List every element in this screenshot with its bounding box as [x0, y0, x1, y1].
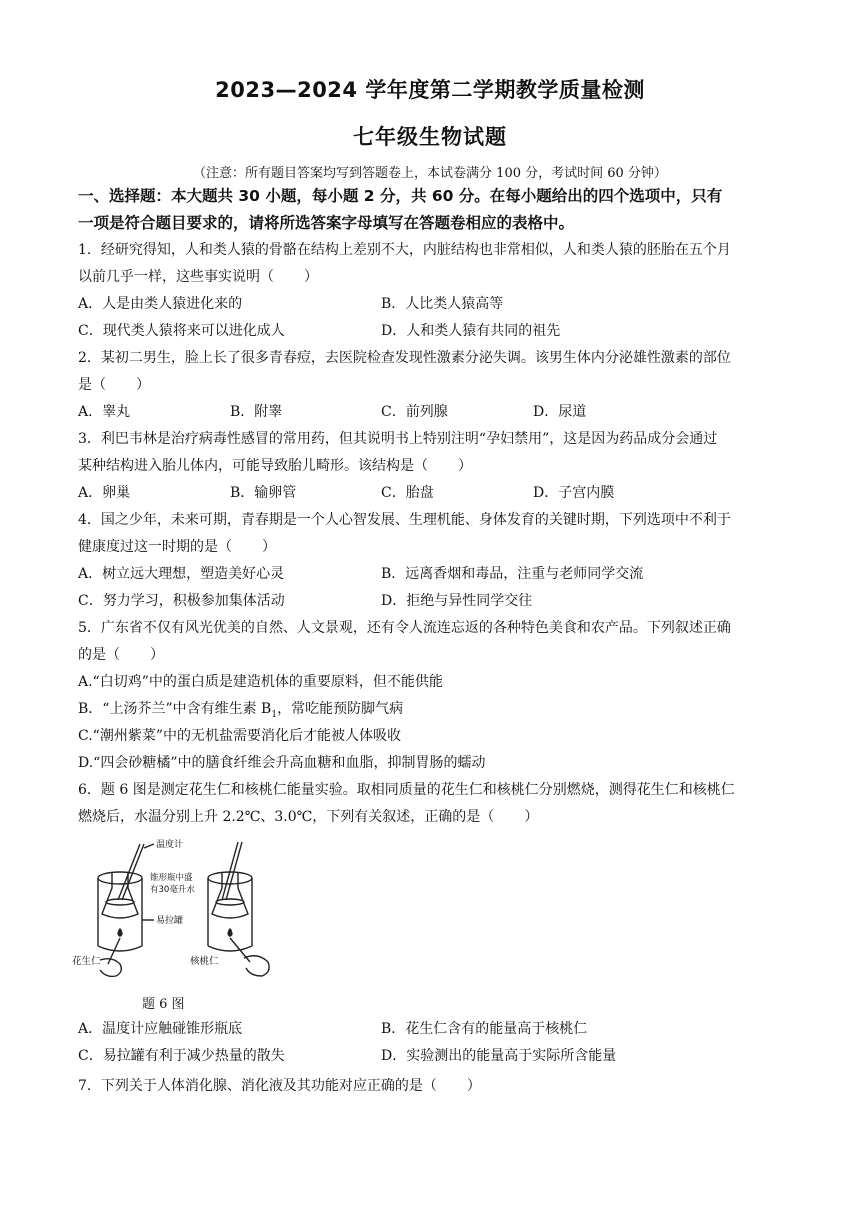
q4-stem-line1: 4．国之少年，未来可期，青春期是一个人心智发展、生理机能、身体发育的关键时期，下列选项中不利于	[78, 512, 731, 528]
label-can: 易拉罐	[156, 916, 184, 926]
q6-options-row1	[78, 1019, 588, 1039]
q2-option-a: A．睾丸	[78, 404, 131, 420]
q5-option-b: B．“上汤芥兰”中含有维生素 $B_1$，常吃能预防脚气病	[78, 701, 404, 720]
q1-option-c: C．现代类人猿将来可以进化成人	[78, 323, 285, 339]
q4-options-row2	[78, 591, 533, 611]
q5-option-c: C.“潮州紫菜”中的无机盐需要消化后才能被人体吸收	[78, 728, 401, 744]
label-water-2: 有30毫升水	[150, 885, 195, 895]
exam-subtitle: 七年级生物试题	[353, 125, 507, 149]
q3-option-a: A．卵巢	[78, 485, 131, 501]
q2-options	[78, 402, 778, 422]
q4-option-d: D．拒绝与异性同学交往	[381, 593, 533, 609]
q3-stem-line1: 3．利巴韦林是治疗病毒性感冒的常用药，但其说明书上特别注明“孕妇禁用”，这是因为药品成分会通过	[78, 431, 718, 447]
label-walnut: 核桃仁	[190, 956, 219, 967]
label-water-1: 锥形瓶中盛	[150, 873, 193, 883]
q1-options-row1	[78, 294, 504, 314]
right-flask	[212, 872, 248, 918]
q5-stem-line1: 5．广东省不仅有风光优美的自然、人文景观，还有令人流连忘返的各种特色美食和农产品。下列叙述正确	[78, 620, 731, 636]
q5-stem-line2: 的是（ ）	[78, 647, 164, 663]
q2-option-c: C．前列腺	[381, 404, 448, 420]
q6-option-b: B．花生仁含有的能量高于核桃仁	[381, 1021, 588, 1037]
q4-option-c: C．努力学习，积极参加集体活动	[78, 593, 285, 609]
q4-option-a: A．树立远大理想，塑造美好心灵	[78, 566, 285, 582]
q5-option-a: A.“白切鸡”中的蛋白质是建造机体的重要原料，但不能供能	[78, 674, 443, 690]
q3-stem-line2: 某种结构进入胎儿体内，可能导致胎儿畸形。该结构是（ ）	[78, 458, 472, 474]
q2-option-d: D．尿道	[533, 404, 587, 420]
q3-option-d: D．子宫内膜	[533, 485, 615, 501]
q2-option-b: B．附睾	[230, 404, 283, 420]
q6-stem-line1: 6．题 6 图是测定花生仁和核桃仁能量实验。取相同质量的花生仁和核桃仁分别燃烧，测得花生仁和核桃仁	[78, 782, 735, 798]
q6-figure-caption: 题 6 图	[142, 997, 185, 1012]
exam-notice: （注意：所有题目答案均写到答题卷上，本试卷满分 100 分，考试时间 60 分钟）	[193, 166, 667, 181]
q4-options-row1	[78, 564, 644, 584]
q2-stem-line2: 是（ ）	[78, 377, 150, 393]
right-flame	[228, 929, 232, 936]
left-can	[98, 872, 142, 884]
q6-option-a: A．温度计应触碰锥形瓶底	[78, 1021, 243, 1037]
q7-stem-line1: 7．下列关于人体消化腺、消化液及其功能对应正确的是（ ）	[78, 1078, 481, 1094]
q1-option-d: D．人和类人猿有共同的祖先	[381, 323, 561, 339]
q6-option-d: D．实验测出的能量高于实际所含能量	[381, 1048, 617, 1064]
q3-option-c: C．胎盘	[381, 485, 434, 501]
q6-experiment-figure	[72, 838, 290, 986]
right-can	[208, 872, 252, 884]
left-flame	[118, 929, 122, 936]
q4-stem-line2: 健康度过这一时期的是（ ）	[78, 539, 276, 555]
q2-stem-line1: 2．某初二男生，脸上长了很多青春痘，去医院检查发现性激素分泌失调。该男生体内分泌雄性激素的部位	[78, 350, 731, 366]
q1-option-b: B．人比类人猿高等	[381, 296, 504, 312]
q4-option-b: B．远离香烟和毒品，注重与老师同学交流	[381, 566, 644, 582]
q1-stem-line1: 1．经研究得知，人和类人猿的骨骼在结构上差别不大，内脏结构也非常相似，人和类人猿的胚胎在五个月	[78, 242, 731, 258]
q3-options	[78, 483, 778, 503]
left-hand	[100, 959, 121, 977]
label-thermometer: 温度计	[156, 840, 184, 850]
q6-options-row2	[78, 1046, 617, 1066]
section-instruction-line2: 一项是符合题目要求的，请将所选答案字母填写在答题卷相应的表格中。	[78, 214, 575, 232]
section-instruction-line1: 一、选择题：本大题共 30 小题，每小题 2 分，共 60 分。在每小题给出的四个选项中，只有	[78, 187, 723, 205]
label-peanut: 花生仁	[72, 956, 101, 967]
q5-option-d: D.“四会砂糖橘”中的膳食纤维会升高血糖和血脂，抑制胃肠的蠕动	[78, 755, 486, 771]
q6-stem-line2: 燃烧后，水温分别上升 2.2℃、3.0℃，下列有关叙述，正确的是（ ）	[78, 809, 539, 825]
exam-title: 2023—2024 学年度第二学期教学质量检测	[215, 78, 645, 102]
q1-option-a: A．人是由类人猿进化来的	[78, 296, 243, 312]
q3-option-b: B．输卵管	[230, 485, 297, 501]
q1-options-row2	[78, 321, 561, 341]
q6-option-c: C．易拉罐有利于减少热量的散失	[78, 1048, 285, 1064]
right-thermometer	[222, 842, 238, 900]
q1-stem-line2: 以前几乎一样，这些事实说明（ ）	[78, 269, 318, 285]
